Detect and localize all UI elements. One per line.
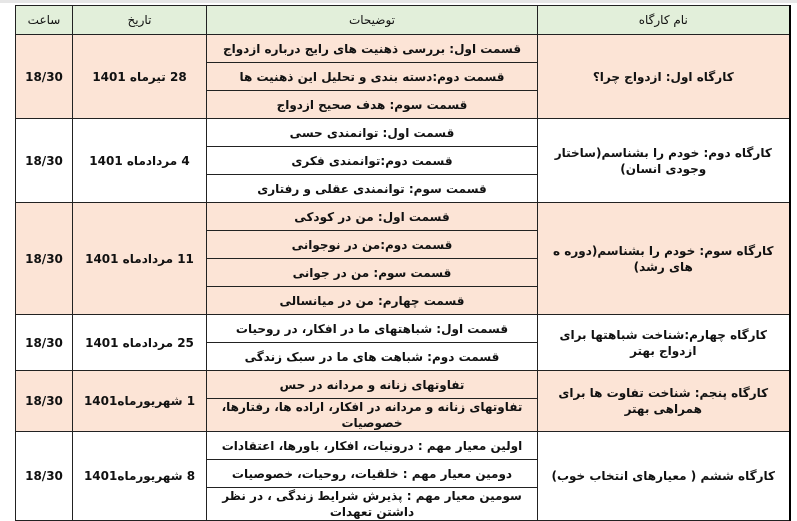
time-cell: 18/30 [16, 203, 73, 315]
time-cell: 18/30 [16, 432, 73, 521]
table-row [16, 432, 790, 460]
date-cell: 11 مردادماه 1401 [73, 203, 207, 315]
workshop-name-cell: کارگاه چهارم:شناخت شباهتها برای ازدواج بهتر [538, 315, 790, 371]
description-cell: قسمت دوم:دسته بندی و تحلیل این ذهنیت ها [207, 63, 538, 91]
table-row [16, 315, 790, 343]
time-cell: 18/30 [16, 35, 73, 119]
workshop-name-cell: کارگاه ششم ( معیارهای انتخاب خوب) [538, 432, 790, 521]
header-row [16, 6, 790, 35]
table-row [16, 203, 790, 231]
header-date: تاریخ [73, 6, 207, 35]
description-cell: سومین معیار مهم : پذیرش شرایط زندگی ، در نظر داشتن تعهدات [207, 488, 538, 521]
table-row [16, 35, 790, 63]
workshop-name-cell: کارگاه اول: ازدواج چرا؟ [538, 35, 790, 119]
description-cell: تفاوتهای زنانه و مردانه در حس [207, 371, 538, 399]
workshop-name-cell: کارگاه دوم: خودم را بشناسم(ساختار وجودی انسان) [538, 119, 790, 203]
date-cell: 8 شهریورماه1401 [73, 432, 207, 521]
top-divider [0, 0, 797, 3]
time-cell: 18/30 [16, 315, 73, 371]
table-row [16, 371, 790, 399]
header-workshop-name: نام کارگاه [538, 6, 790, 35]
description-cell: قسمت چهارم: من در میانسالی [207, 287, 538, 315]
time-cell: 18/30 [16, 371, 73, 432]
description-cell: تفاوتهای زنانه و مردانه در افکار، اراده ها، رفتارها، خصوصیات [207, 399, 538, 432]
description-cell: قسمت سوم: توانمندی عقلی و رفتاری [207, 175, 538, 203]
description-cell: قسمت سوم: هدف صحیح ازدواج [207, 91, 538, 119]
date-cell: 25 مردادماه 1401 [73, 315, 207, 371]
date-cell: 1 شهریورماه1401 [73, 371, 207, 432]
time-cell: 18/30 [16, 119, 73, 203]
table-row [16, 119, 790, 147]
description-cell: اولین معیار مهم : درونیات، افکار، باورها، اعتقادات [207, 432, 538, 460]
workshop-name-cell: کارگاه پنجم: شناخت تفاوت ها برای همراهی بهتر [538, 371, 790, 432]
description-cell: قسمت اول: من در کودکی [207, 203, 538, 231]
description-cell: قسمت اول: بررسی ذهنیت های رایج درباره ازدواج [207, 35, 538, 63]
description-cell: قسمت سوم: من در جوانی [207, 259, 538, 287]
date-cell: 4 مردادماه 1401 [73, 119, 207, 203]
date-cell: 28 تیرماه 1401 [73, 35, 207, 119]
workshop-schedule-table [15, 5, 791, 521]
header-time: ساعت [16, 6, 73, 35]
header-description: توضیحات [207, 6, 538, 35]
description-cell: قسمت اول: توانمندی حسی [207, 119, 538, 147]
description-cell: قسمت دوم: شباهت های ما در سبک زندگی [207, 343, 538, 371]
description-cell: قسمت اول: شباهتهای ما در افکار، در روحیات [207, 315, 538, 343]
description-cell: دومین معیار مهم : خلقیات، روحیات، خصوصیات [207, 460, 538, 488]
description-cell: قسمت دوم:توانمندی فکری [207, 147, 538, 175]
description-cell: قسمت دوم:من در نوجوانی [207, 231, 538, 259]
workshop-name-cell: کارگاه سوم: خودم را بشناسم(دوره ه های رشد) [538, 203, 790, 315]
